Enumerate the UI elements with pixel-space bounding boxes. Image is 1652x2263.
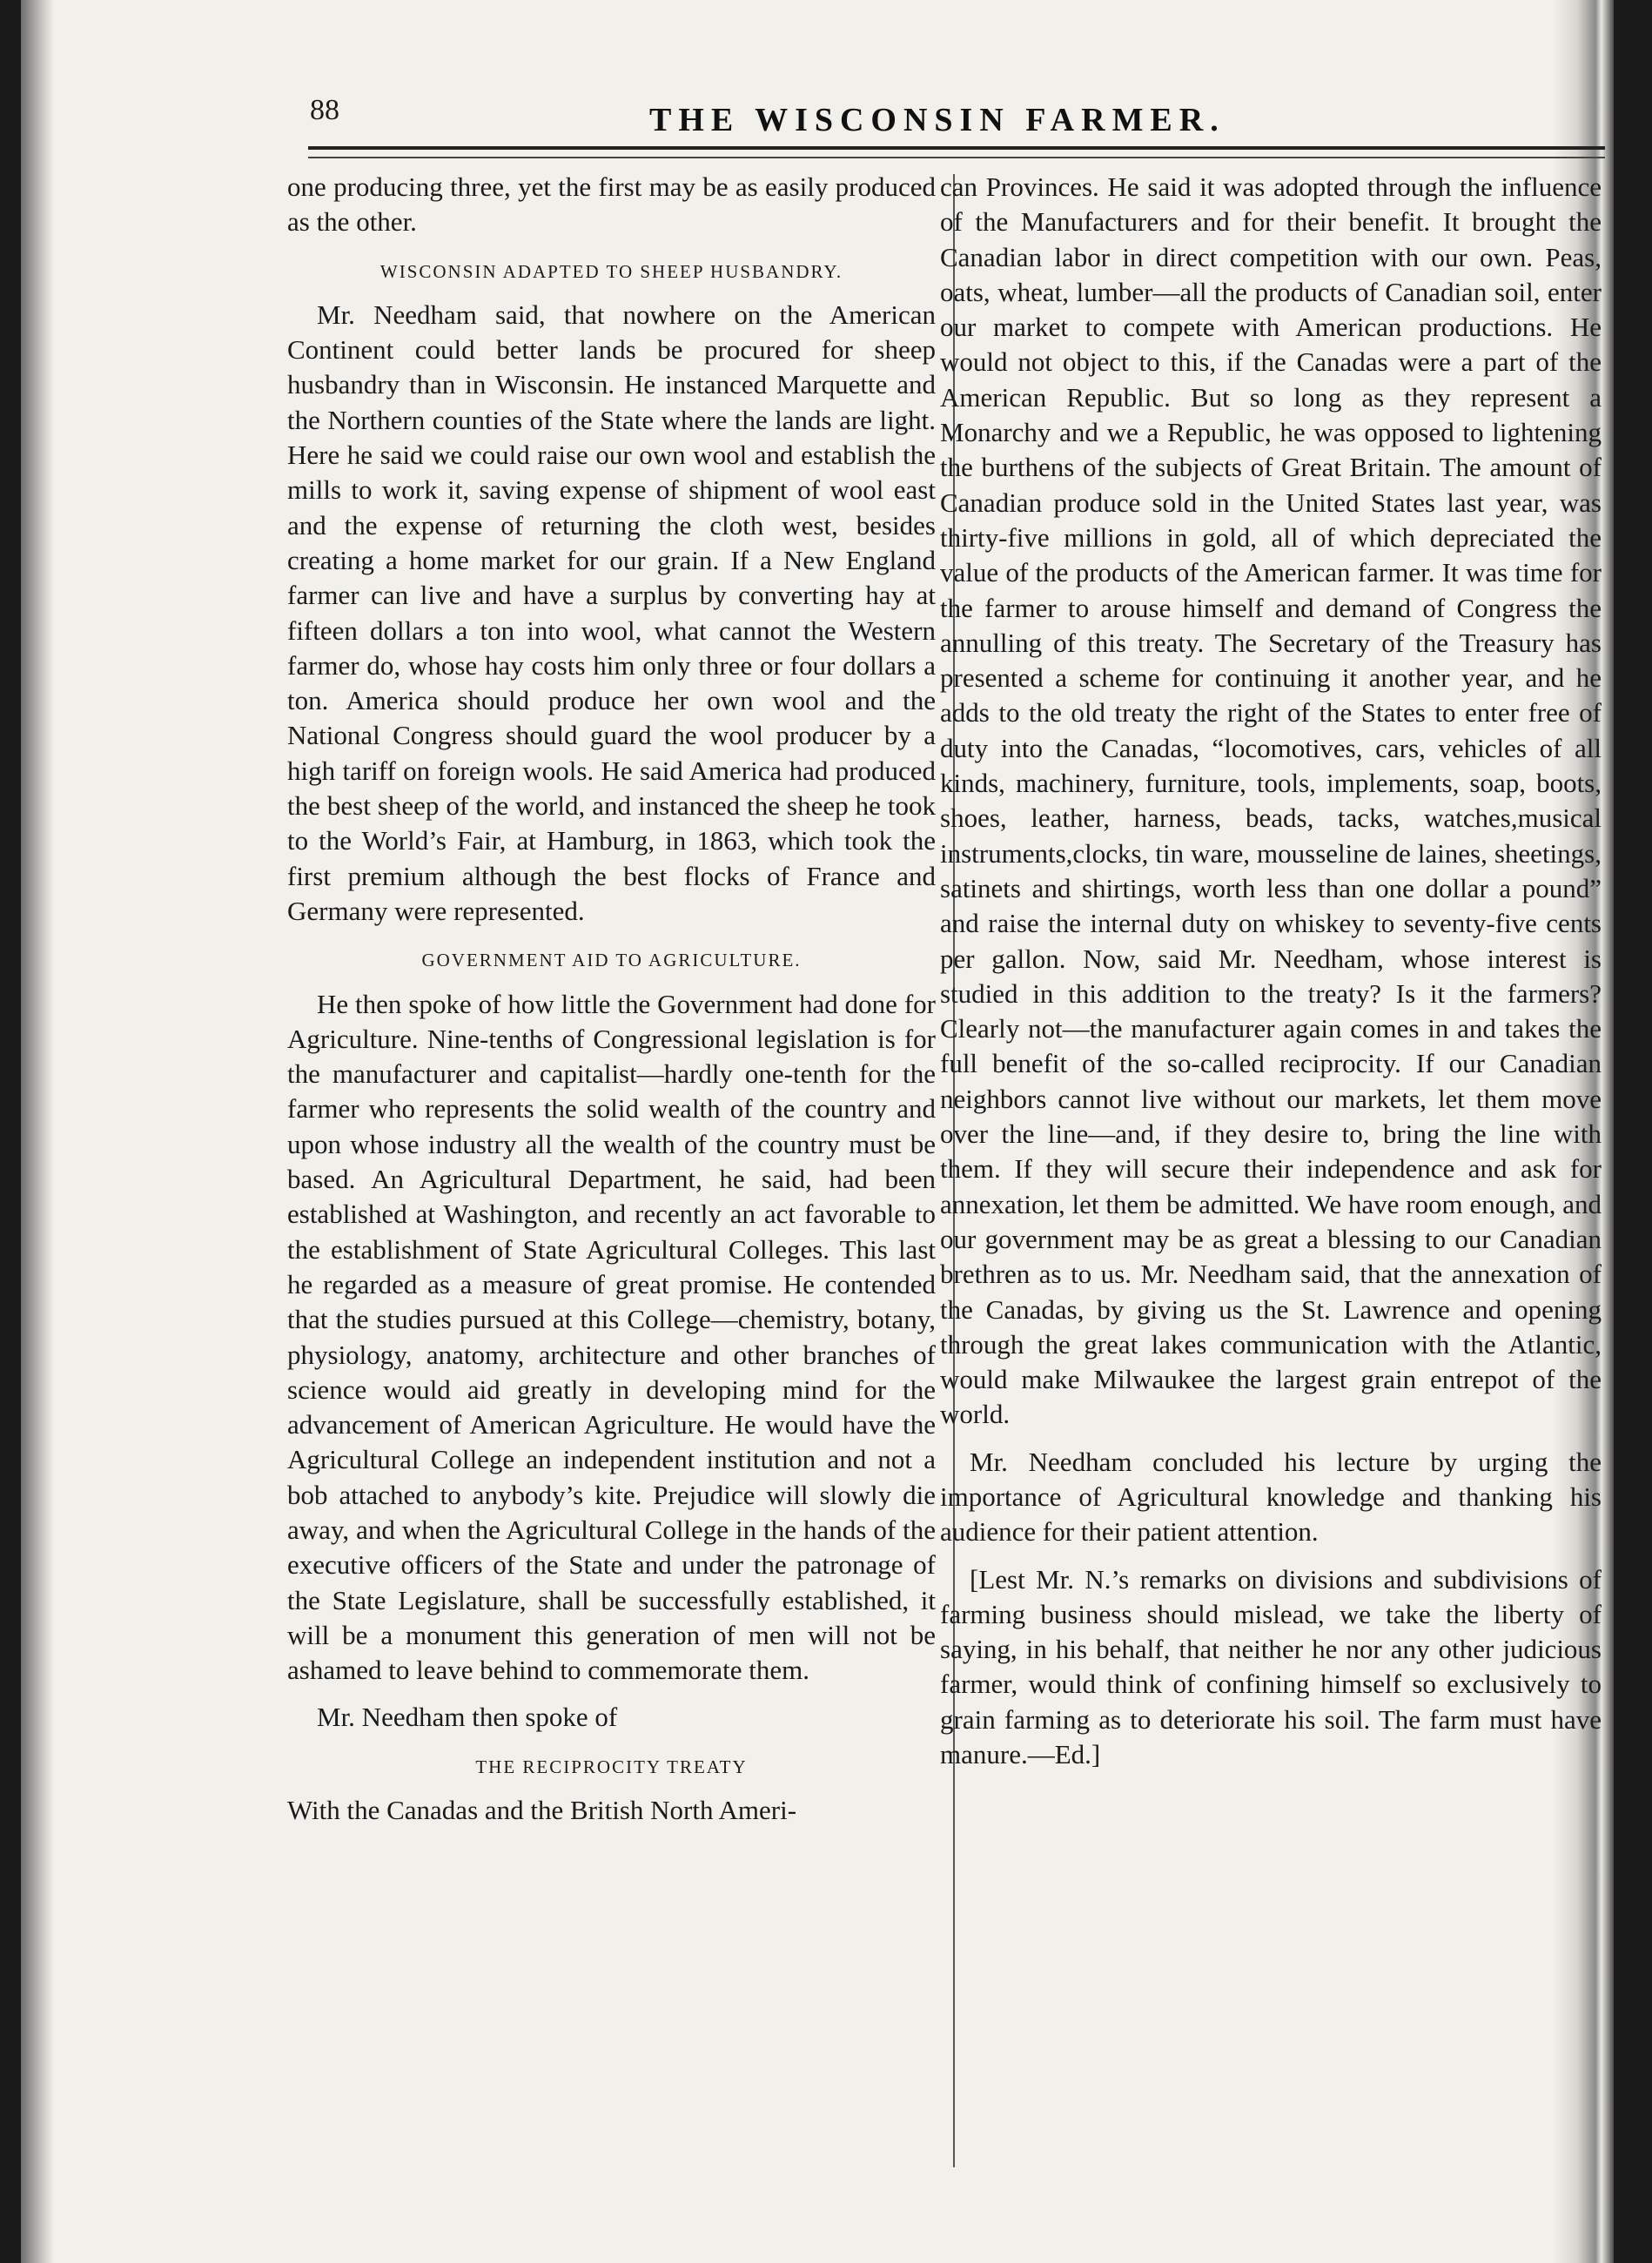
paragraph: Mr. Needham then spoke of: [317, 1702, 618, 1733]
left-column: [287, 170, 936, 1828]
section-heading: WISCONSIN ADAPTED TO SHEEP HUSBANDRY.: [379, 260, 843, 282]
paragraph: He then spoke of how little the Government had done for Agriculture. Nine-tenths of Congressional legislation is for the manufacturer and capitalist—hardly one-tenth for the farmer who represents the solid wealth of the country and upon whose industry all the wealth of the country must be based. An Agricultural Department, he said, had been established at Washington, and recently an act favorable to the establishment of State Agricultural Colleges. This last he regarded as a measure of great promise. He contended that the studies pursued at this College—chemistry, botany, physiology, anatomy, architecture and other branches of science would aid greatly in developing mind for the advancement of American Agriculture. He would have the Agricultural College an independent institution and not a bob attached to anybody’s kite. Prejudice will slowly die away, and when the Agricultural College in the hands of the executive officers of the State and under the patronage of the State Legislature, shall be successfully established, it will be a monument this generation of men will not be ashamed to leave behind to commemorate them.: [287, 988, 936, 1686]
editor-note: [Lest Mr. N.’s remarks on divisions and subdivisions of farming business should mislead, we take the liberty of saying, in his behalf, that neither he nor any other judicious farmer, would think of confining himself so exclusively to grain farming as to deteriorate his soil. The farm must have manure.—Ed.]: [940, 1563, 1602, 1770]
right-column: [940, 170, 1602, 1772]
journal-title: THE WISCONSIN FARMER.: [649, 102, 1226, 138]
header-rule-thin: [308, 157, 1605, 158]
running-header: [284, 87, 1607, 148]
section-heading: THE RECIPROCITY TREATY: [475, 1756, 748, 1777]
section-heading: GOVERNMENT AID TO AGRICULTURE.: [421, 950, 802, 971]
paragraph: Mr. Needham concluded his lecture by urging the importance of Agricultural knowledge and thanking his audience for their patient attention.: [940, 1446, 1602, 1548]
paragraph: can Provinces. He said it was adopted through the influence of the Manufacturers and for their benefit. It brought the Canadian labor in direct competition with our own. Peas, oats, wheat, lumber—all the products of Canadian soil, enter our market to compete with American productions. He would not object to this, if the Canadas were a part of the American Republic. But so long as they represent a Monarchy and we a Republic, he was opposed to lightening the burthens of the subjects of Great Britain. The amount of Canadian produce sold in the United States last year, was thirty-five millions in gold, all of which depreciated the value of the products of the American farmer. It was time for the farmer to arouse himself and demand of Congress the annulling of this treaty. The Secretary of the Treasury has presented a scheme for continuing it another year, and he adds to the old treaty the right of the States to enter free of duty into the Canadas, “locomotives, cars, vehicles of all kinds, machinery, furniture, tools, implements, soap, boots, shoes, leather, harness, beads, tacks, watches,musical instruments,clocks, tin ware, mousseline de laines, sheetings, satinets and shirtings, worth less than one dollar a pound” and raise the internal duty on whiskey to seventy-five cents per gallon. Now, said Mr. Needham, whose interest is studied in this addition to the treaty? Is it the farmers? Clearly not—the manufacturer again comes in and takes the full benefit of the so-called reciprocity. If our Canadian neighbors cannot live without our markets, let them move over the line—and, if they desire to, bring the line with them. If they will secure their independence and ask for annexation, let them be admitted. We have room enough, and our government may be as great a blessing to our Canadian brethren as to us. Mr. Needham said, that the annexation of the Canadas, by giving us the St. Lawrence and opening through the great lakes communication with the Atlantic, would make Milwaukee the largest grain entrepot of the world.: [940, 171, 1602, 1430]
paragraph: With the Canadas and the British North Ameri-: [287, 1795, 797, 1826]
page-number: 88: [310, 94, 339, 126]
paragraph: one producing three, yet the first may be as easily produced as the other.: [287, 171, 936, 238]
spine-shadow: [21, 0, 54, 2263]
header-rule-thick: [308, 146, 1605, 150]
paragraph: Mr. Needham said, that nowhere on the American Continent could better lands be procured for sheep husbandry than in Wisconsin. He instanced Marquette and the Northern counties of the State where the lands are light. Here he said we could raise our own wool and establish the mills to work it, saving expense of shipment of wool east and the expense of returning the cloth west, besides creating a home market for our grain. If a New England farmer can live and have a surplus by converting hay at fifteen dollars a ton into wool, what cannot the Western farmer do, whose hay costs him only three or four dollars a ton. America should produce her own wool and the National Congress should guard the wool producer by a high tariff on foreign wools. He said America had produced the best sheep of the world, and instanced the sheep he took to the World’s Fair, at Hamburg, in 1863, which took the first premium although the best flocks of France and Germany were represented.: [287, 299, 936, 926]
